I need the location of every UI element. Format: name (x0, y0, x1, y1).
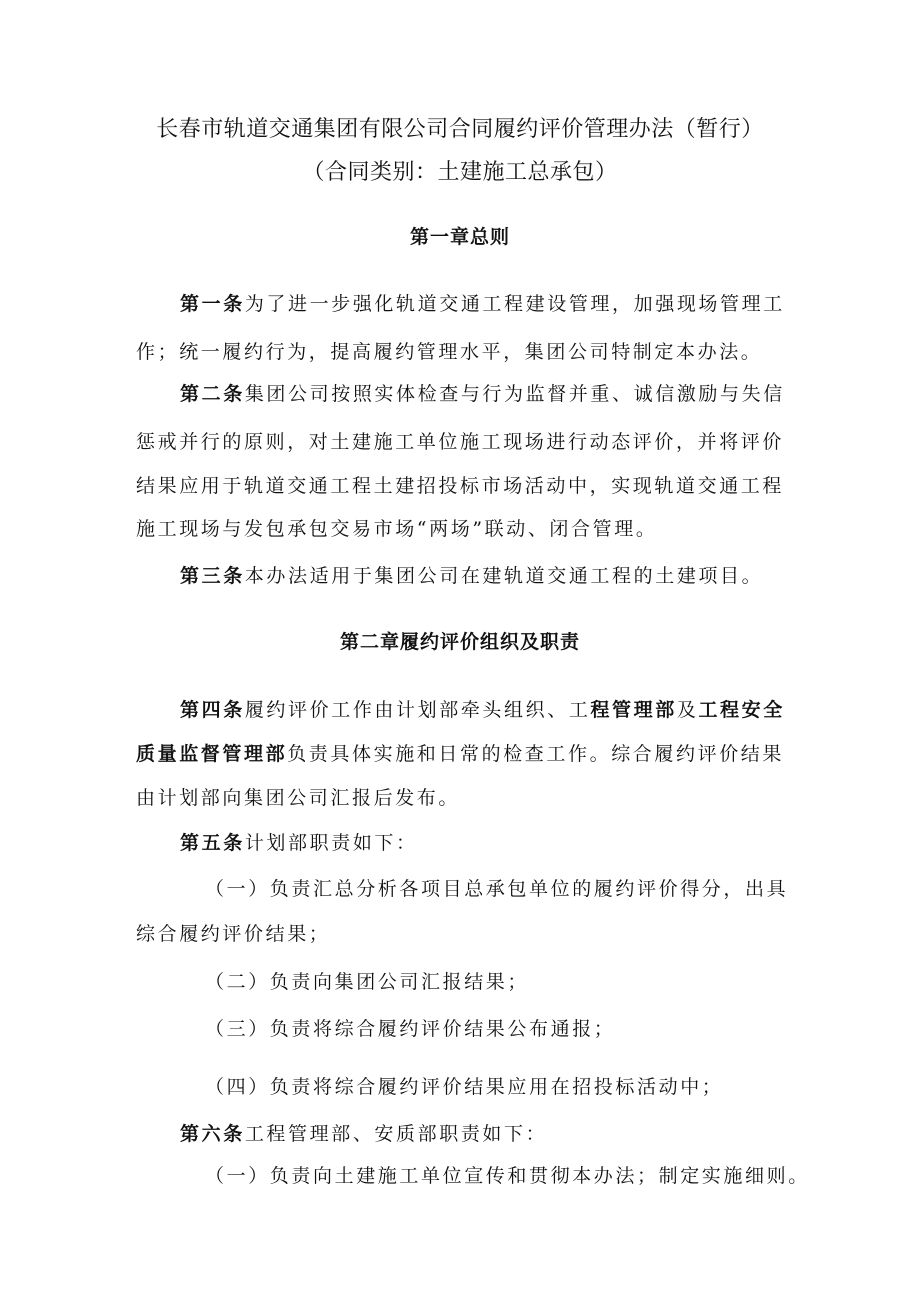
article-4-label: 第四条 (180, 699, 245, 721)
chapter-1-heading: 第一章总则 (409, 226, 510, 248)
chapter-2-heading: 第二章履约评价组织及职责 (339, 631, 580, 653)
article-5-item-1-line-1: （一）负责汇总分析各项目总承包单位的履约评价得分，出具 (205, 878, 789, 900)
article-4-line-3: 由计划部向集团公司汇报后发布。 (136, 787, 461, 809)
article-1-line-2: 作；统一履约行为，提高履约管理水平，集团公司特制定本办法。 (136, 341, 763, 363)
article-2-line-1: 第二条集团公司按照实体检查与行为监督并重、诚信激励与失信 (180, 383, 785, 405)
article-1-line-1: 第一条为了进一步强化轨道交通工程建设管理，加强现场管理工 (180, 293, 785, 315)
article-6-label: 第六条 (180, 1123, 245, 1145)
article-2-line-3: 结果应用于轨道交通工程土建招投标市场活动中，实现轨道交通工程 (136, 475, 785, 497)
article-4-line-2: 质量监督管理部负责具体实施和日常的检查工作。综合履约评价结果 (136, 743, 785, 765)
article-5-line-1: 第五条计划部职责如下： (180, 832, 418, 854)
article-2-label: 第二条 (180, 383, 245, 405)
article-5-item-4: （四）负责将综合履约评价结果应用在招投标活动中； (205, 1076, 724, 1098)
article-2-line-2: 惩戒并行的原则，对土建施工单位施工现场进行动态评价，并将评价 (136, 431, 785, 453)
article-2-line-4: 施工现场与发包承包交易市场“两场”联动、闭合管理。 (136, 518, 658, 540)
document-subtitle: （合同类别：土建施工总承包） (302, 160, 618, 185)
article-1-label: 第一条 (180, 293, 245, 315)
article-3-label: 第三条 (180, 565, 245, 587)
article-6-line-1: 第六条工程管理部、安质部职责如下： (180, 1123, 548, 1145)
article-5-item-2: （二）负责向集团公司汇报结果； (205, 971, 530, 993)
article-5-item-3: （三）负责将综合履约评价结果公布通报； (205, 1018, 616, 1040)
document-title: 长春市轨道交通集团有限公司合同履约评价管理办法（暂行） (156, 117, 764, 142)
article-6-item-1: （一）负责向土建施工单位宣传和贯彻本办法；制定实施细则。 (205, 1165, 810, 1187)
article-3-line-1: 第三条本办法适用于集团公司在建轨道交通工程的土建项目。 (180, 565, 764, 587)
article-4-line-1: 第四条履约评价工作由计划部牵头组织、工程管理部及工程安全 (180, 699, 785, 721)
article-5-label: 第五条 (180, 832, 245, 854)
article-5-item-1-line-2: 综合履约评价结果； (136, 923, 331, 945)
